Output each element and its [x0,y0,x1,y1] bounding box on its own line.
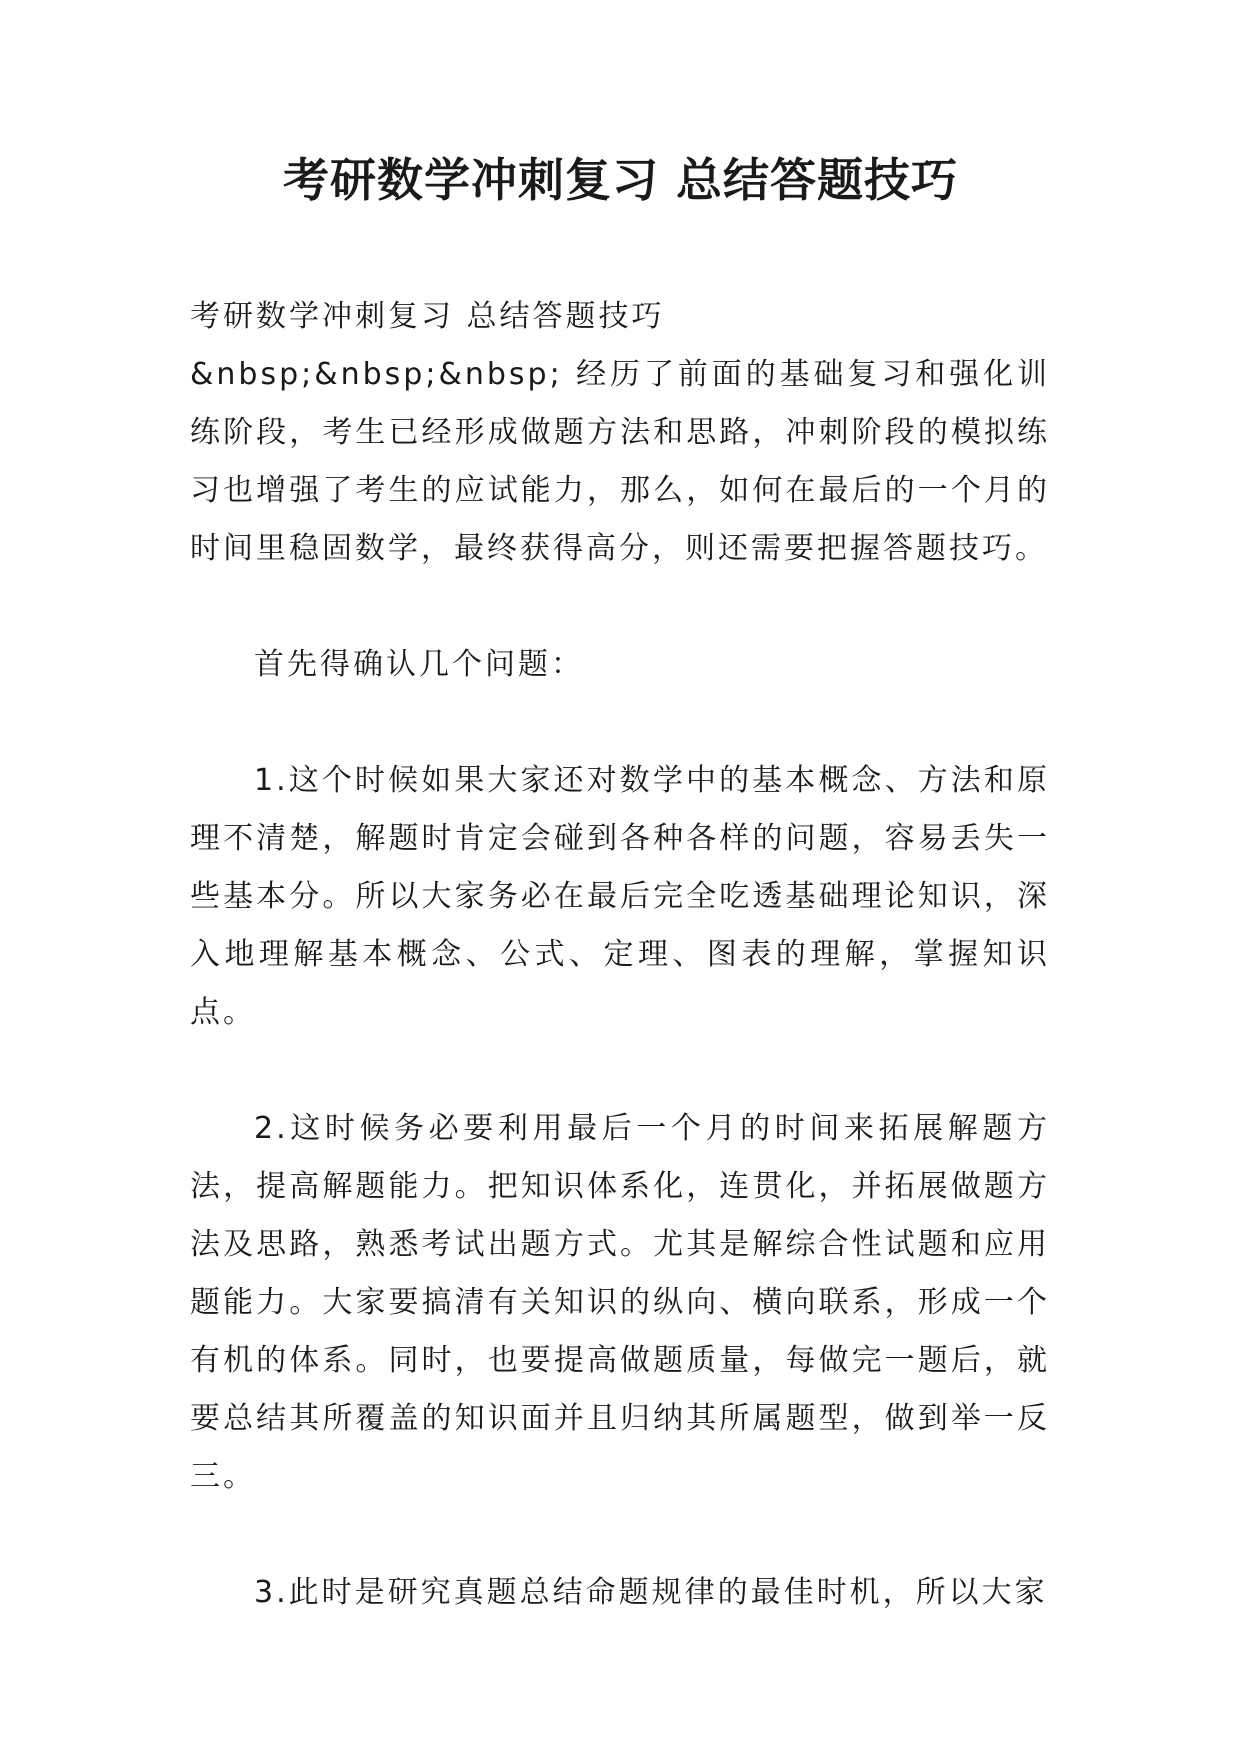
document-subtitle: 考研数学冲刺复习 总结答题技巧 [190,299,665,334]
paragraph-point-3: 3.此时是研究真题总结命题规律的最佳时机，所以大家 [254,1575,1048,1610]
paragraph-point-2: 2.这时候务必要利用最后一个月的时间来拓展解题方法，提高解题能力。把知识体系化，连贯化，并拓展做题方法及思路，熟悉考试出题方式。尤其是解综合性试题和应用题能力。大家要搞清有关知识的纵向、横向联系，形成一个有机的体系。同时，也要提高做题质量，每做完一题后，就要总结其所覆盖的知识面并且归纳其所属题型，做到举一反三。 [190,1111,1050,1494]
document-body [190,288,1050,1622]
paragraph-questions-lead: 首先得确认几个问题： [254,647,584,682]
document-title: 考研数学冲刺复习 总结答题技巧 [282,153,958,207]
paragraph-intro: &nbsp;&nbsp;&nbsp; 经历了前面的基础复习和强化训练阶段，考生已经形成做题方法和思路，冲刺阶段的模拟练习也增强了考生的应试能力，那么，如何在最后的一个月的时间里稳固数学，最终获得高分，则还需要把握答题技巧。 [190,357,1050,566]
paragraph-point-1: 1.这个时候如果大家还对数学中的基本概念、方法和原理不清楚，解题时肯定会碰到各种各样的问题，容易丢失一些基本分。所以大家务必在最后完全吃透基础理论知识，深入地理解基本概念、公式、定理、图表的理解，掌握知识点。 [190,763,1050,1030]
